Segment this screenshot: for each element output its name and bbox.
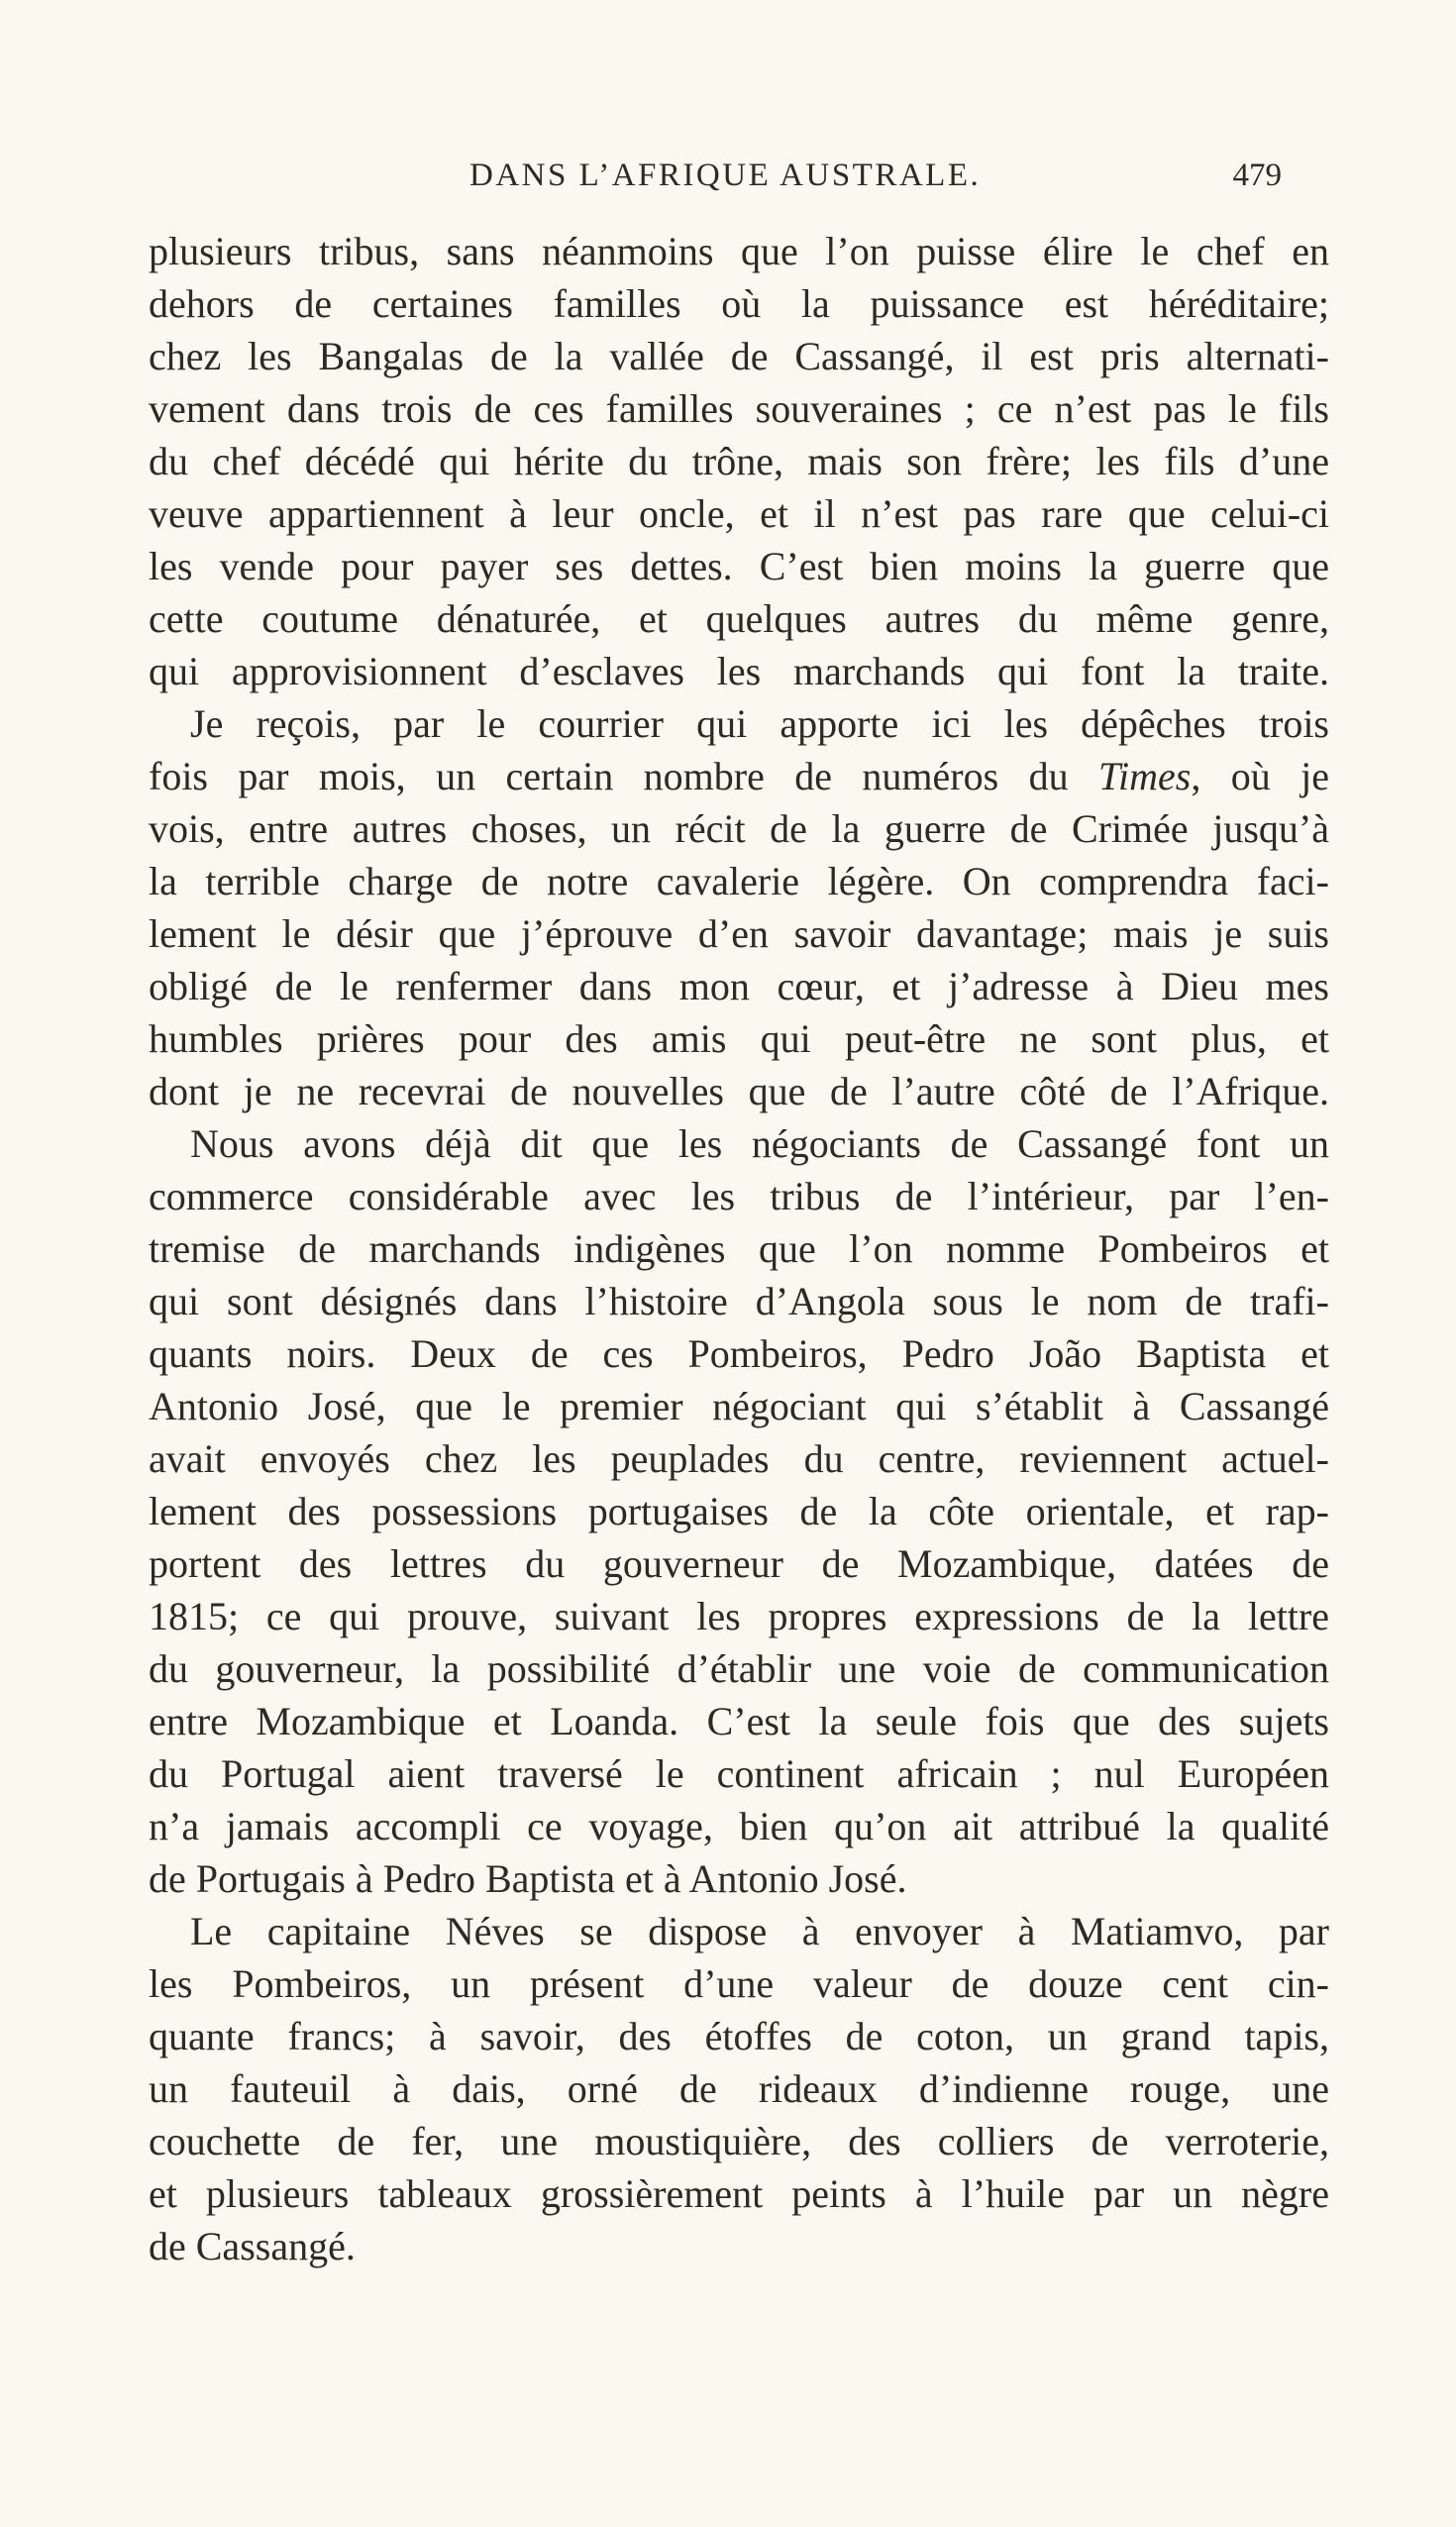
line-text: les Pombeiros, un présent d’une valeur de douze cent cin- bbox=[149, 1961, 1329, 2006]
line-text: commerce considérable avec les tribus de l’intérieur, par l’en- bbox=[149, 1174, 1329, 1218]
italic-title: Times bbox=[1097, 754, 1192, 798]
text-line bbox=[149, 1170, 1329, 1222]
text-line bbox=[149, 1537, 1329, 1590]
text-line bbox=[149, 1957, 1329, 2010]
paragraph bbox=[149, 1117, 1329, 1905]
line-text: qui approvisionnent d’esclaves les marchands qui font la traite. bbox=[149, 649, 1329, 693]
text-line bbox=[149, 2220, 1329, 2272]
line-text: quante francs; à savoir, des étoffes de coton, un grand tapis, bbox=[149, 2014, 1329, 2058]
line-text: 1815; ce qui prouve, suivant les propres expressions de la lettre bbox=[149, 1594, 1329, 1638]
text-line bbox=[149, 1695, 1329, 1747]
line-text: tremise de marchands indigènes que l’on nomme Pombeiros et bbox=[149, 1226, 1329, 1271]
line-text: un fauteuil à dais, orné de rideaux d’indienne rouge, une bbox=[149, 2066, 1329, 2111]
text-line bbox=[149, 1065, 1329, 1117]
text-line bbox=[149, 592, 1329, 645]
text-line bbox=[149, 277, 1329, 330]
page-number: 479 bbox=[1232, 158, 1282, 193]
line-text: fois par mois, un certain nombre de numéros du bbox=[149, 754, 1069, 798]
line-text: plusieurs tribus, sans néanmoins que l’on puisse élire le chef en bbox=[149, 229, 1329, 273]
line-text: cette coutume dénaturée, et quelques autres du même genre, bbox=[149, 596, 1329, 641]
text-line bbox=[149, 1905, 1329, 1957]
line-text: dont je ne recevrai de nouvelles que de l’autre côté de l’Afrique. bbox=[149, 1069, 1329, 1113]
line-text: Le capitaine Néves se dispose à envoyer à Matiamvo, par bbox=[190, 1909, 1329, 1953]
line-text: portent des lettres du gouverneur de Mozambique, datées de bbox=[149, 1541, 1329, 1586]
text-line bbox=[149, 855, 1329, 907]
text-line bbox=[149, 960, 1329, 1012]
text-line bbox=[149, 487, 1329, 540]
text-line bbox=[149, 330, 1329, 382]
line-text: couchette de fer, une moustiquière, des colliers de verroterie, bbox=[149, 2119, 1329, 2163]
line-text: veuve appartiennent à leur oncle, et il n’est pas rare que celui-ci bbox=[149, 491, 1329, 536]
line-text: Je reçois, par le courrier qui apporte ici les dépêches trois bbox=[190, 701, 1329, 746]
text-line bbox=[149, 1117, 1329, 1170]
text-line bbox=[149, 1800, 1329, 1852]
line-text: , où je bbox=[1191, 754, 1329, 798]
page-header bbox=[149, 151, 1329, 200]
text-line bbox=[149, 2115, 1329, 2167]
line-text: de Portugais à Pedro Baptista et à Antonio José. bbox=[149, 1856, 907, 1901]
line-text: n’a jamais accompli ce voyage, bien qu’on ait attribué la qualité bbox=[149, 1804, 1329, 1848]
text-line bbox=[149, 1852, 1329, 1905]
text-line bbox=[149, 2062, 1329, 2115]
text-line bbox=[149, 2010, 1329, 2062]
text-line bbox=[149, 225, 1329, 277]
running-title: DANS L’AFRIQUE AUSTRALE. bbox=[469, 158, 982, 193]
line-text: du gouverneur, la possibilité d’établir une voie de communication bbox=[149, 1646, 1329, 1691]
text-line bbox=[149, 1327, 1329, 1380]
text-line bbox=[149, 435, 1329, 487]
line-text: vement dans trois de ces familles souveraines ; ce n’est pas le fils bbox=[149, 386, 1329, 431]
text-line bbox=[149, 1275, 1329, 1327]
line-text: humbles prières pour des amis qui peut-être ne sont plus, et bbox=[149, 1016, 1329, 1061]
text-line bbox=[149, 802, 1329, 855]
line-text: lement le désir que j’éprouve d’en savoir davantage; mais je suis bbox=[149, 911, 1329, 956]
line-text: dehors de certaines familles où la puissance est héréditaire; bbox=[149, 281, 1329, 326]
line-text: du chef décédé qui hérite du trône, mais son frère; les fils d’une bbox=[149, 439, 1329, 483]
text-line bbox=[149, 540, 1329, 592]
text-line bbox=[149, 1222, 1329, 1275]
line-text: quants noirs. Deux de ces Pombeiros, Pedro João Baptista et bbox=[149, 1331, 1329, 1376]
line-text: de Cassangé. bbox=[149, 2224, 356, 2268]
text-line bbox=[149, 1642, 1329, 1695]
text-line bbox=[149, 1590, 1329, 1642]
text-line bbox=[149, 750, 1329, 802]
line-text: lement des possessions portugaises de la côte orientale, et rap- bbox=[149, 1489, 1329, 1533]
line-text: Nous avons déjà dit que les négociants de Cassangé font un bbox=[190, 1121, 1329, 1166]
text-line bbox=[149, 1432, 1329, 1485]
paragraph bbox=[149, 1905, 1329, 2272]
text-line bbox=[149, 2167, 1329, 2220]
line-text: la terrible charge de notre cavalerie légère. On comprendra faci- bbox=[149, 859, 1329, 903]
line-text: Antonio José, que le premier négociant qui s’établit à Cassangé bbox=[149, 1384, 1329, 1428]
text-line bbox=[149, 645, 1329, 697]
body-text bbox=[149, 225, 1329, 2272]
line-text: obligé de le renfermer dans mon cœur, et j’adresse à Dieu mes bbox=[149, 964, 1329, 1008]
line-text: qui sont désignés dans l’histoire d’Angola sous le nom de trafi- bbox=[149, 1279, 1329, 1323]
line-text: entre Mozambique et Loanda. C’est la seule fois que des sujets bbox=[149, 1699, 1329, 1743]
line-text: les vende pour payer ses dettes. C’est bien moins la guerre que bbox=[149, 544, 1329, 588]
text-line bbox=[149, 1012, 1329, 1065]
line-text: et plusieurs tableaux grossièrement peints à l’huile par un nègre bbox=[149, 2171, 1329, 2216]
paragraph bbox=[149, 697, 1329, 1117]
line-text: chez les Bangalas de la vallée de Cassangé, il est pris alternati- bbox=[149, 334, 1329, 378]
text-line bbox=[149, 907, 1329, 960]
text-line bbox=[149, 1380, 1329, 1432]
text-line bbox=[149, 1485, 1329, 1537]
text-line bbox=[149, 697, 1329, 750]
text-line bbox=[149, 382, 1329, 435]
line-text: avait envoyés chez les peuplades du centre, reviennent actuel- bbox=[149, 1436, 1329, 1481]
line-text: du Portugal aient traversé le continent africain ; nul Européen bbox=[149, 1751, 1329, 1796]
paragraph bbox=[149, 225, 1329, 697]
line-text: vois, entre autres choses, un récit de la guerre de Crimée jusqu’à bbox=[149, 806, 1329, 851]
text-line bbox=[149, 1747, 1329, 1800]
